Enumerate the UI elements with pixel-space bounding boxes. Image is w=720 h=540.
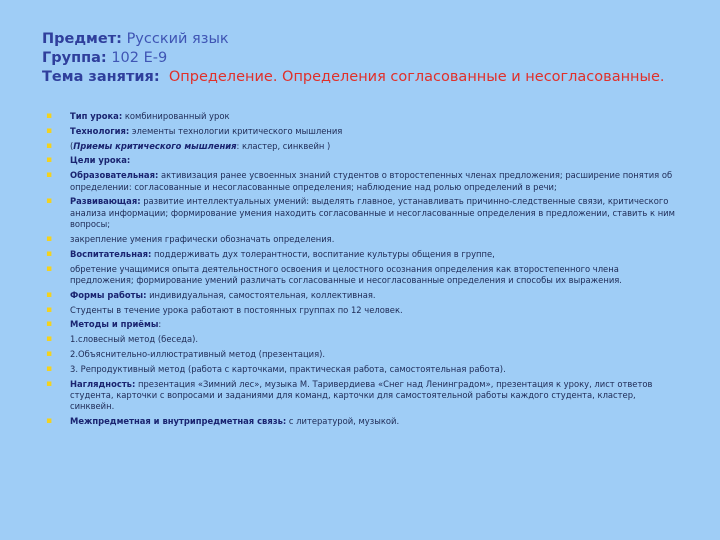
subject-line (42, 30, 682, 49)
list-item (44, 170, 676, 193)
item-text: : (158, 319, 162, 330)
list-item (44, 379, 676, 413)
topic-value: Определение. Определения согласованные и несогласованные. (168, 69, 665, 85)
list-item (44, 305, 676, 316)
bullet-icon: ▪ (46, 234, 53, 244)
bullet-icon: ▪ (46, 304, 53, 315)
list-item (44, 334, 676, 345)
topic-label: Тема занятия: (42, 69, 160, 85)
list-item (44, 364, 676, 375)
item-text: развитие интеллектуальных умений: выделять главное, устанавливать причинно-следственные связи, критического анализа информации; формирование умения находить согласованные и несогласованные определения в предложении, ставить к ним вопросы; (70, 196, 675, 230)
bullet-icon: ▪ (46, 289, 53, 300)
item-text: с литературой, музыкой. (286, 416, 400, 427)
item-label: Наглядность: (70, 378, 136, 389)
item-text: активизация ранее усвоенных знаний студентов о второстепенных членах предложения; расширение понятия об определении: согласованные и несогласованные определения; наблюдение над ролью определений в речи; (70, 170, 673, 192)
bullet-icon: ▪ (46, 170, 53, 181)
item-text: комбинированный урок (122, 111, 230, 121)
item-text: закрепление умения графически обозначать определения. (70, 234, 335, 244)
list-item (44, 155, 676, 166)
bullet-icon: ▪ (46, 111, 53, 121)
bullet-icon: ▪ (46, 319, 53, 330)
bullet-icon: ▪ (46, 248, 53, 259)
list-item (44, 416, 676, 427)
bullet-icon: ▪ (46, 363, 53, 374)
item-text: элементы технологии критического мышления (129, 125, 343, 136)
lesson-details-list (44, 111, 676, 431)
item-label: Приемы критического мышления (73, 140, 237, 151)
item-text: поддерживать дух толерантности, воспитание культуры общения в группе, (151, 248, 495, 259)
item-prefix: ( (70, 140, 74, 151)
item-label: Методы и приёмы (70, 319, 159, 330)
bullet-icon: ▪ (46, 334, 53, 345)
group-label: Группа: (42, 50, 107, 66)
bullet-icon: ▪ (46, 125, 53, 136)
bullet-icon: ▪ (46, 140, 53, 151)
list-item (44, 319, 676, 330)
lesson-header (42, 30, 682, 87)
item-label: Формы работы: (70, 289, 147, 300)
bullet-icon: ▪ (46, 378, 53, 389)
bullet-icon: ▪ (46, 348, 53, 359)
item-label: Цели урока: (70, 155, 131, 166)
subject-value: Русский язык (126, 31, 229, 47)
item-text: презентация «Зимний лес», музыка М. Таривердиева «Снег над Ленинградом», презентация к уроку, лист ответов студента, карточки с вопросами и заданиями для команд, карточки для самостоятельной работы каждого студента, кластер, синквейн. (70, 378, 653, 412)
list-item (44, 249, 676, 260)
bullet-icon: ▪ (46, 416, 53, 427)
item-label: Тип урока: (70, 111, 123, 121)
list-item (44, 290, 676, 301)
item-text: 3. Репродуктивный метод (работа с карточками, практическая работа, самостоятельная работа). (70, 363, 506, 374)
bullet-icon: ▪ (46, 155, 53, 166)
list-item (44, 111, 676, 122)
group-value: 102 Е-9 (111, 50, 168, 66)
list-item (44, 264, 676, 287)
item-text: 1.словесный метод (беседа). (70, 334, 199, 345)
item-label: Воспитательная: (70, 248, 152, 259)
item-label: Образовательная: (70, 170, 159, 181)
item-text: индивидуальная, самостоятельная, коллективная. (146, 289, 376, 300)
list-item (44, 234, 676, 245)
item-text: 2.Объяснительно-иллюстративный метод (презентация). (70, 348, 326, 359)
bullet-icon: ▪ (46, 196, 53, 207)
item-label: Межпредметная и внутрипредметная связь: (70, 416, 287, 427)
group-line (42, 49, 682, 68)
bullet-icon: ▪ (46, 263, 53, 274)
subject-label: Предмет: (42, 31, 122, 47)
item-label: Развивающая: (70, 196, 141, 207)
item-text: обретение учащимися опыта деятельностного освоения и целостного осознания определения как второстепенного члена предложения; формирование умений различать согласованные и несогласованные определения и способы их выражения. (70, 263, 622, 285)
item-label: Технология: (70, 125, 130, 136)
list-item (44, 349, 676, 360)
list-item (44, 141, 676, 152)
item-text: : кластер, синквейн ) (236, 140, 331, 151)
list-item (44, 196, 676, 230)
item-text: Студенты в течение урока работают в постоянных группах по 12 человек. (70, 304, 403, 315)
topic-line (42, 68, 682, 87)
list-item (44, 126, 676, 137)
